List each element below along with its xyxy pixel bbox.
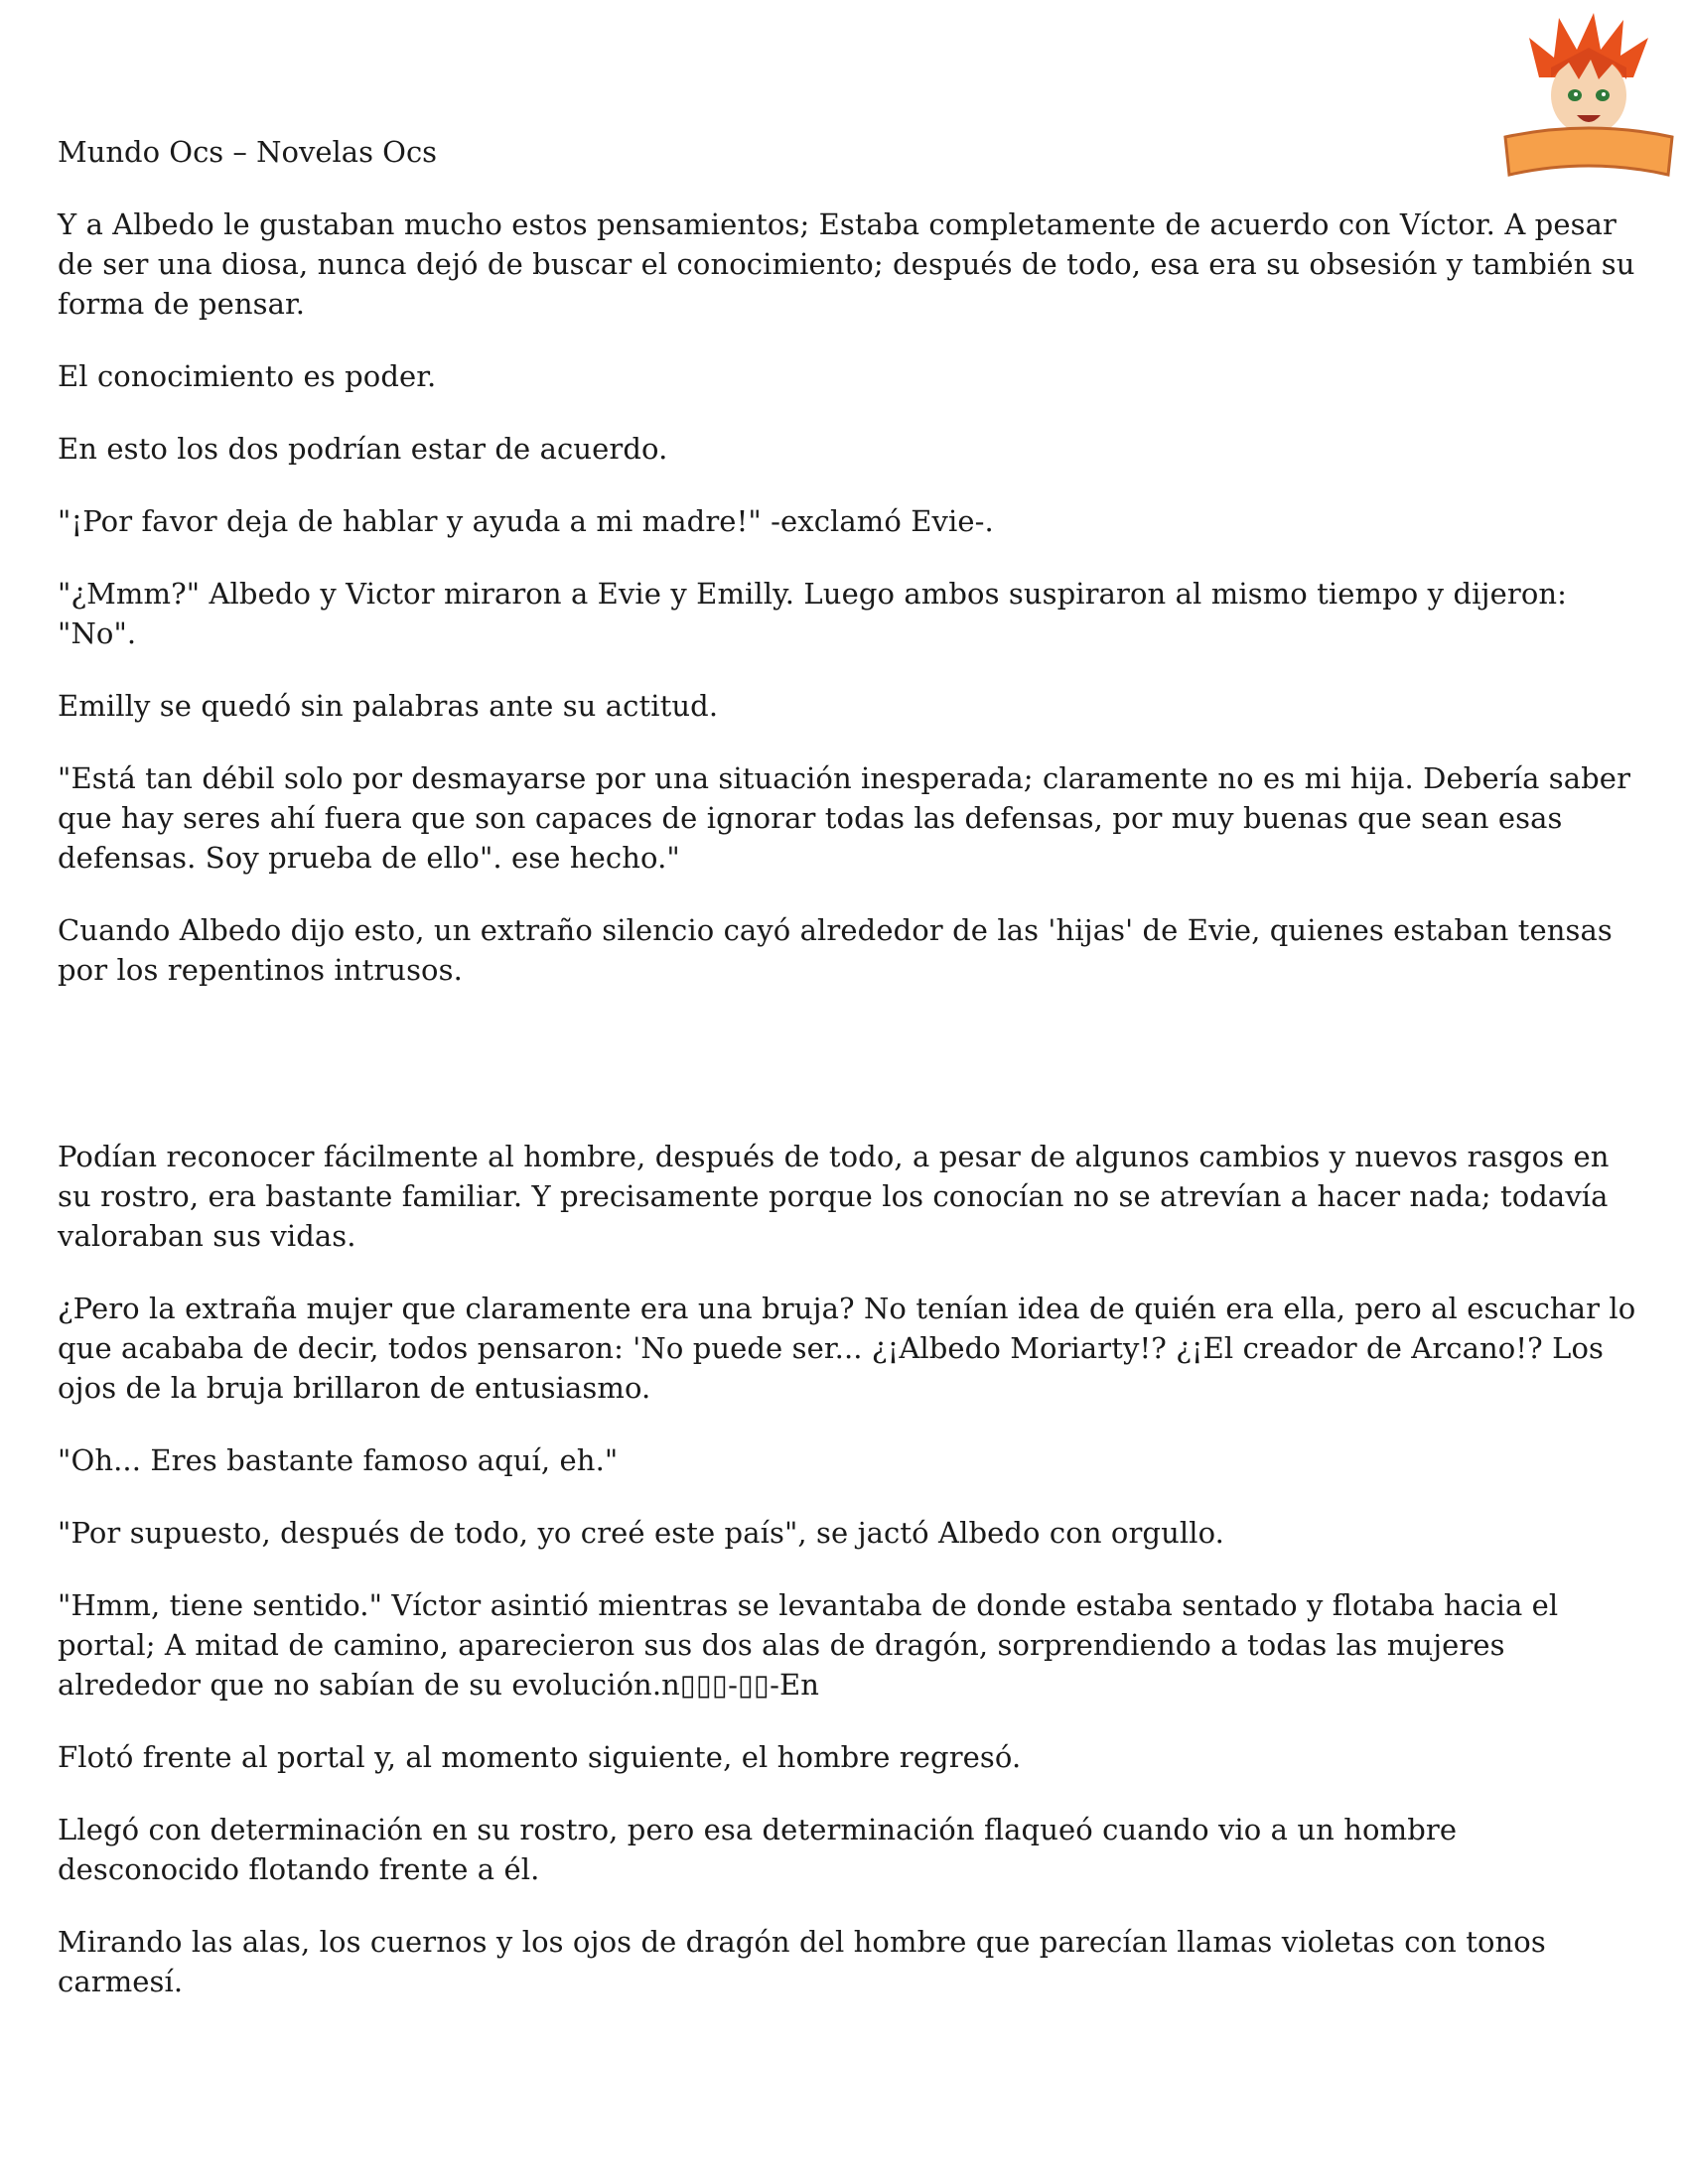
text-block-upper <box>58 205 1646 1023</box>
paragraph: En esto los dos podrían estar de acuerdo. <box>58 432 668 466</box>
paragraph: "Está tan débil solo por desmayarse por una situación inesperada; claramente no es mi hija. Debería saber que hay seres ahí fuera que son capaces de ignorar todas las defensas, por muy buenas que sean esas defensas. Soy prueba de ello". ese hecho." <box>58 761 1631 875</box>
paragraph: "¡Por favor deja de hablar y ayuda a mi madre!" -exclamó Evie-. <box>58 504 994 538</box>
paragraph: "Oh... Eres bastante famoso aquí, eh." <box>58 1443 619 1477</box>
paragraph: Emilly se quedó sin palabras ante su actitud. <box>58 689 719 723</box>
paragraph: El conocimiento es poder. <box>58 359 437 393</box>
site-title: Mundo Ocs – Novelas Ocs <box>58 135 438 169</box>
text-block-lower <box>58 1137 1646 2034</box>
paragraph: ¿Pero la extraña mujer que claramente era una bruja? No tenían idea de quién era ella, pero al escuchar lo que acababa de decir, todos pensaron: 'No puede ser... ¿¡Albedo Moriarty!? ¿¡El creador de Arcano!? Los ojos de la bruja brillaron de entusiasmo. <box>58 1292 1636 1405</box>
paragraph: "Hmm, tiene sentido." Víctor asintió mientras se levantaba de donde estaba sentado y flotaba hacia el portal; A mitad de camino, aparecieron sus dos alas de dragón, sorprendiendo a todas las mujeres alrededor que no sabían de su evolución.n▯▯▯-▯▯-En <box>58 1588 1559 1702</box>
paragraph: Y a Albedo le gustaban mucho estos pensamientos; Estaba completamente de acuerdo con Víctor. A pesar de ser una diosa, nunca dejó de buscar el conocimiento; después de todo, esa era su obsesión y también su forma de pensar. <box>58 207 1635 321</box>
paragraph: "¿Mmm?" Albedo y Victor miraron a Evie y Emilly. Luego ambos suspiraron al mismo tiempo y dijeron: "No". <box>58 577 1568 650</box>
logo-mascot-icon <box>1499 8 1678 182</box>
paragraph: Cuando Albedo dijo esto, un extraño silencio cayó alrededor de las 'hijas' de Evie, quienes estaban tensas por los repentinos intrusos. <box>58 913 1613 987</box>
paragraph: Podían reconocer fácilmente al hombre, después de todo, a pesar de algunos cambios y nuevos rasgos en su rostro, era bastante familiar. Y precisamente porque los conocían no se atrevían a hacer nada; todavía valoraban sus vidas. <box>58 1140 1610 1253</box>
mundo-ocs-logo <box>1499 8 1678 182</box>
paragraph: Mirando las alas, los cuernos y los ojos de dragón del hombre que parecían llamas violetas con tonos carmesí. <box>58 1925 1546 1998</box>
paragraph: Flotó frente al portal y, al momento siguiente, el hombre regresó. <box>58 1740 1022 1774</box>
paragraph: Llegó con determinación en su rostro, pero esa determinación flaqueó cuando vio a un hombre desconocido flotando frente a él. <box>58 1813 1458 1886</box>
paragraph: "Por supuesto, después de todo, yo creé este país", se jactó Albedo con orgullo. <box>58 1516 1224 1550</box>
